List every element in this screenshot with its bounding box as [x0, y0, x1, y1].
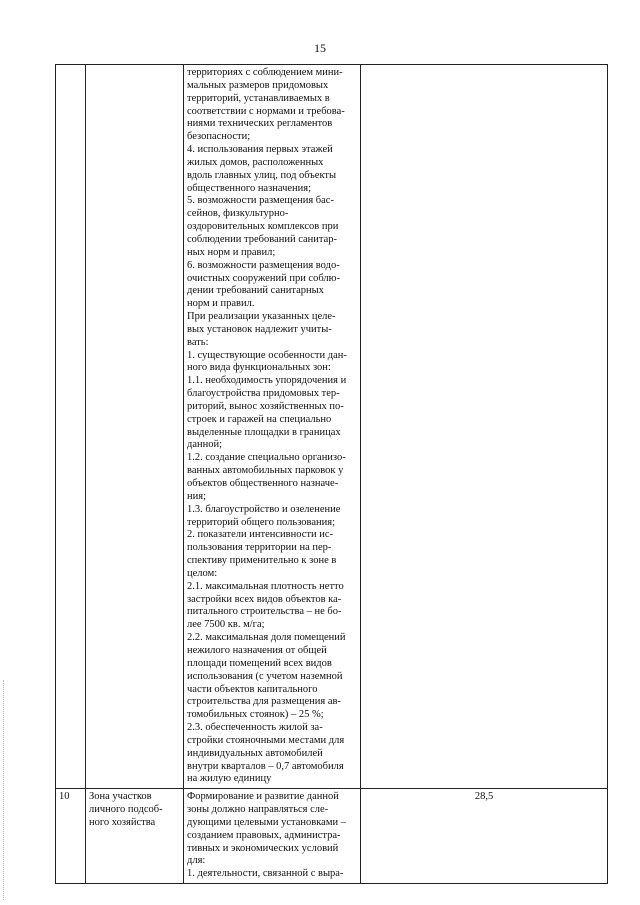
zone-name-cell	[86, 789, 184, 884]
text-line: части объектов капитального	[187, 683, 318, 695]
text-line: на жилую единицу	[187, 773, 272, 785]
zone-name-text	[89, 791, 180, 830]
scan-edge-artifact	[3, 680, 5, 900]
text-line: зоны должно направляться сле-	[187, 804, 329, 816]
row-number-cell: 10	[56, 789, 86, 884]
text-line: риторий, вынос хозяйственных по-	[187, 400, 344, 412]
text-line: норм и правил.	[187, 298, 255, 310]
text-line: ванных автомобильных парковок у	[187, 465, 344, 477]
text-line: безопасности;	[187, 131, 251, 143]
text-line: личного подсоб-	[89, 804, 163, 816]
description-text	[187, 67, 357, 786]
text-line: вать:	[187, 336, 209, 348]
text-line: ниями технических регламентов	[187, 118, 333, 130]
text-line: соблюдении требований санитар-	[187, 233, 338, 245]
text-line: 1. существующие особенности дан-	[187, 349, 347, 361]
text-line: общественного назначения;	[187, 182, 312, 194]
text-line: площади помещений всех видов	[187, 657, 332, 669]
text-line: 1.3. благоустройство и озеленение	[187, 503, 341, 515]
text-line: 6. возможности размещения водо-	[187, 259, 340, 271]
text-line: 1.2. создание специально организо-	[187, 452, 346, 464]
zones-table	[55, 64, 608, 884]
text-line: 4. использования первых этажей	[187, 144, 333, 156]
text-line: мальных размеров придомовых	[187, 79, 329, 91]
text-line: объектов общественного назначе-	[187, 478, 339, 489]
text-line: спективу применительно к зоне в	[187, 555, 337, 567]
text-line: вых установок надлежит учиты-	[187, 323, 332, 335]
text-line: дующими целевыми установками –	[187, 816, 346, 828]
text-line: очистных сооружений при соблю-	[187, 272, 341, 284]
text-line: данной;	[187, 439, 223, 451]
text-line: ния;	[187, 490, 206, 502]
page-number: 15	[314, 41, 326, 55]
text-line: Зона участков	[89, 791, 152, 803]
text-line: ного хозяйства	[89, 816, 156, 828]
text-line: тивных и экономических условий	[187, 842, 339, 854]
text-line: вдоль главных улиц, под объекты	[187, 169, 337, 181]
text-line: 5. возможности размещения бас-	[187, 195, 334, 207]
text-line: ных норм и правил;	[187, 246, 276, 258]
text-line: 2.3. обеспеченность жилой за-	[187, 722, 323, 734]
text-line: строительства для размещения ав-	[187, 696, 341, 708]
zone-value-cell	[361, 65, 608, 789]
zone-description-cell	[184, 789, 361, 884]
table-row-continuation	[56, 65, 608, 789]
text-line: Формирование и развитие данной	[187, 791, 339, 803]
text-line: для:	[187, 855, 206, 867]
text-line: жилых домов, расположенных	[187, 156, 324, 168]
text-line: томобильных стоянок) – 25 %;	[187, 709, 324, 721]
description-text	[187, 791, 357, 881]
zone-description-cell	[184, 65, 361, 789]
text-line: целом:	[187, 567, 218, 579]
text-line: 2. показатели интенсивности ис-	[187, 529, 333, 541]
text-line: территориях с соблюдением мини-	[187, 67, 343, 78]
text-line: нежилого назначения от общей	[187, 644, 327, 656]
text-line: сейнов, физкультурно-	[187, 208, 289, 220]
text-line: внутри кварталов – 0,7 автомобиля	[187, 760, 344, 772]
text-line: оздоровительных комплексов при	[187, 221, 339, 233]
text-line: соответствии с нормами и требова-	[187, 105, 345, 117]
text-line: 1.1. необходимость упорядочения и	[187, 375, 347, 387]
text-line: ного вида функциональных зон:	[187, 362, 331, 374]
text-line: выделенные площадки в границах	[187, 426, 341, 438]
table-row	[56, 789, 608, 884]
text-line: благоустройства придомовых тер-	[187, 388, 340, 400]
text-line: стройки стояночными местами для	[187, 734, 345, 746]
zone-value-cell: 28,5	[361, 789, 608, 884]
text-line: 1. деятельности, связанной с выра-	[187, 868, 344, 880]
text-line: индивидуальных автомобилей	[187, 747, 323, 759]
text-line: застройки всех видов объектов ка-	[187, 593, 342, 605]
text-line: питального строительства – не бо-	[187, 606, 342, 618]
text-line: дении требований санитарных	[187, 285, 324, 297]
text-line: созданием правовых, администра-	[187, 829, 341, 841]
zone-name-cell	[86, 65, 184, 789]
text-line: строек и гаражей на специально	[187, 413, 332, 425]
text-line: территорий, устанавливаемых в	[187, 92, 330, 104]
text-line: пользования территории на пер-	[187, 542, 332, 554]
text-line: территорий общего пользования;	[187, 516, 335, 528]
text-line: лее 7500 кв. м/га;	[187, 619, 265, 631]
row-number-cell	[56, 65, 86, 789]
text-line: 2.2. максимальная доля помещений	[187, 632, 346, 644]
text-line: 2.1. максимальная плотность нетто	[187, 580, 344, 592]
text-line: При реализации указанных целе-	[187, 311, 336, 323]
text-line: использования (с учетом наземной	[187, 670, 343, 682]
